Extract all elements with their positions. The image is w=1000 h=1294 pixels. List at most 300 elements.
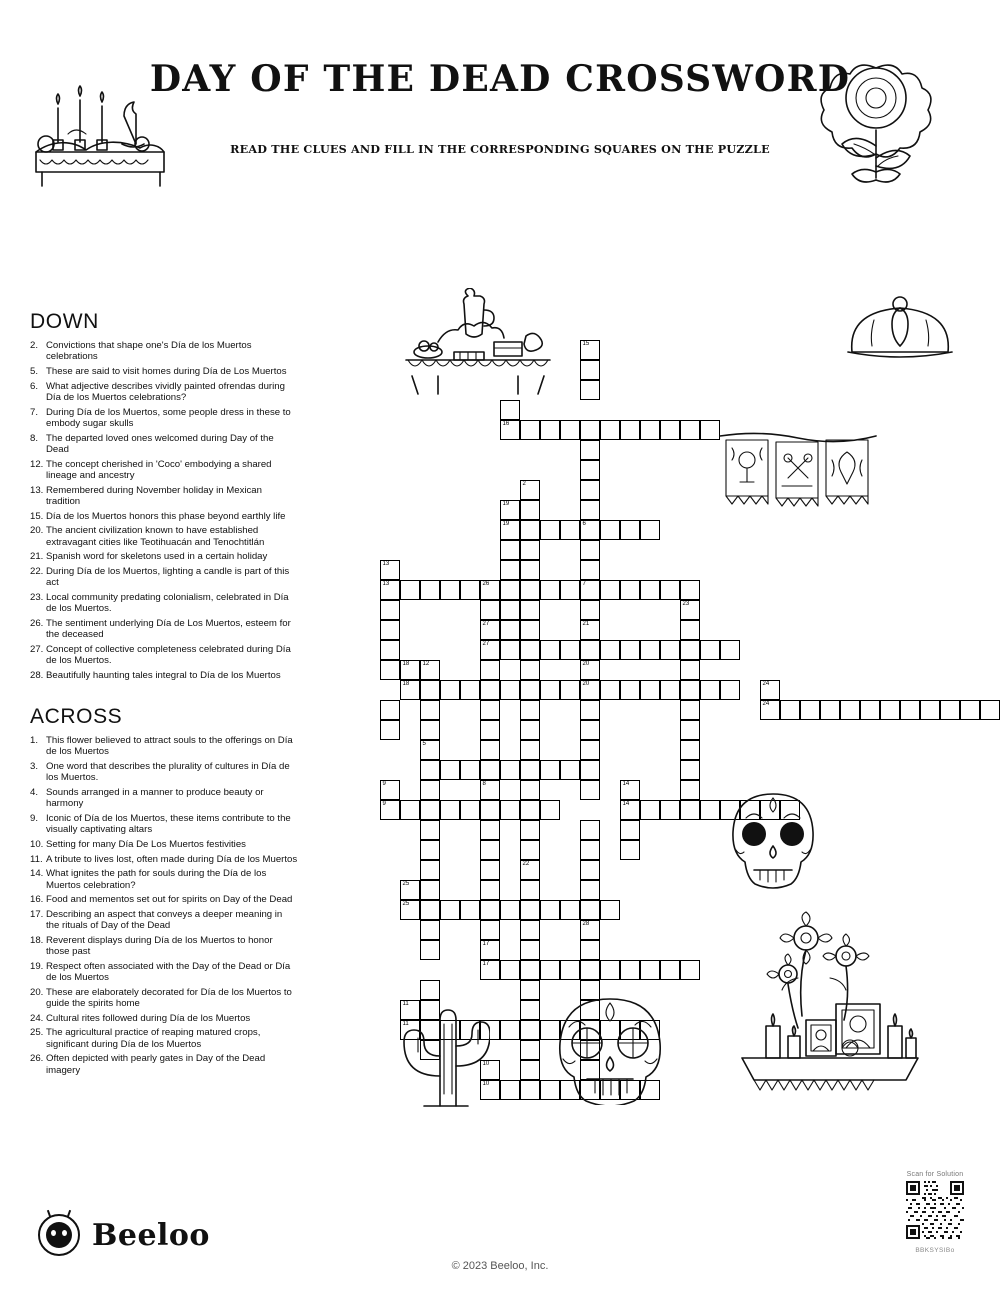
crossword-cell[interactable]	[560, 580, 580, 600]
crossword-cell[interactable]	[580, 600, 600, 620]
crossword-cell[interactable]	[380, 720, 400, 740]
crossword-cell[interactable]	[540, 520, 560, 540]
crossword-cell[interactable]	[580, 920, 600, 940]
across-heading: ACROSS	[30, 705, 123, 728]
crossword-cell[interactable]	[480, 600, 500, 620]
brand-name: Beeloo	[92, 1217, 210, 1253]
crossword-cell[interactable]	[520, 540, 540, 560]
crossword-cell[interactable]	[620, 520, 640, 540]
crossword-cell[interactable]	[480, 780, 500, 800]
crossword-cell-number: 11	[402, 1001, 409, 1007]
crossword-cell[interactable]	[540, 680, 560, 700]
crossword-cell[interactable]	[680, 580, 700, 600]
crossword-cell[interactable]	[520, 660, 540, 680]
crossword-cell[interactable]	[640, 800, 660, 820]
page-title: DAY OF THE DEAD CROSSWORD	[149, 58, 851, 100]
crossword-cell[interactable]	[600, 580, 620, 600]
crossword-cell[interactable]	[480, 800, 500, 820]
crossword-cell[interactable]	[560, 960, 580, 980]
crossword-cell[interactable]	[420, 740, 440, 760]
crossword-cell[interactable]	[520, 860, 540, 880]
across-clue-text: A tribute to lives lost, often made during Día de los Muertos	[46, 853, 298, 865]
crossword-cell[interactable]	[580, 560, 600, 580]
crossword-cell[interactable]	[480, 720, 500, 740]
crossword-cell[interactable]	[520, 720, 540, 740]
crossword-cell[interactable]	[600, 420, 620, 440]
crossword-cell-number: 9	[382, 801, 386, 807]
crossword-cell[interactable]	[420, 900, 440, 920]
crossword-cell[interactable]	[480, 880, 500, 900]
crossword-cell[interactable]	[420, 940, 440, 960]
down-clue-item	[30, 592, 298, 615]
across-clue-text: Cultural rites followed during Día de los Muertos	[46, 1012, 251, 1024]
crossword-cell[interactable]	[420, 680, 440, 700]
crossword-cell-number: 6	[582, 521, 586, 527]
crossword-cell[interactable]	[520, 780, 540, 800]
crossword-cell[interactable]	[660, 800, 680, 820]
crossword-cell[interactable]	[580, 500, 600, 520]
crossword-cell[interactable]	[560, 420, 580, 440]
crossword-cell[interactable]	[540, 760, 560, 780]
across-clue-number: 25.	[30, 1027, 44, 1039]
crossword-cell[interactable]	[500, 1080, 520, 1100]
crossword-cell-number: 8	[482, 781, 486, 787]
across-clue-number: 20.	[30, 986, 44, 998]
crossword-cell[interactable]	[840, 700, 860, 720]
crossword-cell[interactable]	[580, 480, 600, 500]
crossword-cell-number: 10	[482, 1081, 490, 1087]
crossword-cell[interactable]	[640, 640, 660, 660]
crossword-cell-number: 12	[422, 661, 430, 667]
crossword-cell[interactable]	[580, 880, 600, 900]
crossword-cell[interactable]	[480, 620, 500, 640]
crossword-cell[interactable]	[580, 740, 600, 760]
crossword-cell[interactable]	[520, 800, 540, 820]
crossword-cell[interactable]	[480, 940, 500, 960]
crossword-cell[interactable]	[620, 960, 640, 980]
crossword-cell[interactable]	[380, 600, 400, 620]
across-clue-text: Reverent displays during Día de los Muertos to honor those past	[46, 934, 273, 958]
down-clue-item	[30, 670, 298, 681]
crossword-cell[interactable]	[520, 640, 540, 660]
across-clue-item	[30, 854, 298, 865]
down-clue-item	[30, 566, 298, 589]
crossword-cell[interactable]	[520, 1040, 540, 1060]
crossword-cell[interactable]	[420, 720, 440, 740]
across-clue-text: Food and mementos set out for spirits on Day of the Dead	[46, 894, 293, 906]
crossword-cell[interactable]	[380, 620, 400, 640]
crossword-cell[interactable]	[680, 960, 700, 980]
crossword-cell[interactable]	[680, 680, 700, 700]
crossword-cell[interactable]	[520, 620, 540, 640]
crossword-cell[interactable]	[520, 560, 540, 580]
crossword-cell[interactable]	[480, 840, 500, 860]
crossword-cell[interactable]	[520, 940, 540, 960]
crossword-grid[interactable]	[370, 340, 990, 1087]
papel-picado-illustration	[718, 430, 878, 540]
crossword-cell[interactable]	[680, 720, 700, 740]
crossword-cell[interactable]	[520, 880, 540, 900]
down-clue-number: 2.	[30, 340, 39, 351]
crossword-cell[interactable]	[940, 700, 960, 720]
crossword-cell[interactable]	[600, 640, 620, 660]
crossword-cell[interactable]	[640, 420, 660, 440]
crossword-cell[interactable]	[500, 620, 520, 640]
crossword-cell[interactable]	[980, 700, 1000, 720]
crossword-cell[interactable]	[380, 640, 400, 660]
pan-de-muerto-illustration	[840, 280, 960, 370]
crossword-cell[interactable]	[500, 960, 520, 980]
across-clue-item	[30, 987, 298, 1010]
across-clue-text: One word that describes the plurality of cultures in Día de los Muertos.	[46, 761, 290, 784]
across-clue-item	[30, 761, 298, 784]
crossword-cell[interactable]	[760, 680, 780, 700]
crossword-cell[interactable]	[420, 760, 440, 780]
page-subtitle: READ THE CLUES AND FILL IN THE CORRESPONDING SQUARES ON THE PUZZLE	[230, 142, 770, 156]
crossword-cell-number: 5	[422, 741, 426, 747]
crossword-cell[interactable]	[480, 900, 500, 920]
down-clue-item	[30, 366, 298, 377]
down-clue-text: Spanish word for skeletons used in a certain holiday	[46, 551, 268, 563]
crossword-cell[interactable]	[620, 800, 640, 820]
crossword-cell[interactable]	[580, 360, 600, 380]
crossword-cell[interactable]	[580, 840, 600, 860]
crossword-cell[interactable]	[900, 700, 920, 720]
crossword-cell[interactable]	[580, 620, 600, 640]
down-clue-number: 12.	[30, 458, 44, 470]
crossword-cell[interactable]	[520, 680, 540, 700]
crossword-cell[interactable]	[580, 660, 600, 680]
crossword-cell-number: 20	[582, 661, 590, 667]
crossword-cell[interactable]	[520, 420, 540, 440]
across-clue-number: 24.	[30, 1012, 44, 1024]
crossword-cell[interactable]	[680, 620, 700, 640]
crossword-cell[interactable]	[580, 900, 600, 920]
crossword-cell[interactable]	[600, 520, 620, 540]
crossword-cell[interactable]	[540, 960, 560, 980]
crossword-cell[interactable]	[520, 500, 540, 520]
down-clue-number: 22.	[30, 565, 44, 577]
crossword-cell[interactable]	[520, 980, 540, 1000]
crossword-cell[interactable]	[660, 640, 680, 660]
crossword-cell[interactable]	[580, 940, 600, 960]
crossword-cell[interactable]	[660, 960, 680, 980]
crossword-cell[interactable]	[380, 780, 400, 800]
crossword-cell[interactable]	[520, 820, 540, 840]
crossword-cell[interactable]	[520, 1000, 540, 1020]
crossword-cell[interactable]	[580, 720, 600, 740]
crossword-cell[interactable]	[720, 640, 740, 660]
crossword-cell[interactable]	[540, 640, 560, 660]
across-clue-item	[30, 839, 298, 850]
crossword-cell[interactable]	[860, 700, 880, 720]
crossword-cell[interactable]	[580, 760, 600, 780]
crossword-cell[interactable]	[460, 680, 480, 700]
crossword-cell[interactable]	[520, 1020, 540, 1040]
crossword-cell-number: 15	[582, 341, 590, 347]
crossword-cell[interactable]	[660, 420, 680, 440]
crossword-cell[interactable]	[580, 420, 600, 440]
crossword-cell[interactable]	[580, 640, 600, 660]
crossword-cell-number: 19	[502, 501, 510, 507]
crossword-cell[interactable]	[460, 760, 480, 780]
crossword-cell[interactable]	[440, 760, 460, 780]
crossword-cell[interactable]	[680, 600, 700, 620]
crossword-cell[interactable]	[520, 580, 540, 600]
crossword-cell[interactable]	[520, 760, 540, 780]
crossword-cell[interactable]	[500, 420, 520, 440]
crossword-cell[interactable]	[500, 760, 520, 780]
crossword-cell[interactable]	[520, 480, 540, 500]
crossword-cell[interactable]	[480, 960, 500, 980]
down-clue-number: 8.	[30, 432, 39, 444]
down-clue-number: 27.	[30, 643, 44, 655]
across-clue-text: Respect often associated with the Day of the Dead or Día de los Muertos	[46, 960, 291, 984]
crossword-cell[interactable]	[540, 800, 560, 820]
crossword-cell[interactable]	[420, 860, 440, 880]
crossword-cell[interactable]	[680, 740, 700, 760]
crossword-cell[interactable]	[760, 700, 780, 720]
crossword-cell[interactable]	[920, 700, 940, 720]
crossword-cell[interactable]	[680, 640, 700, 660]
crossword-cell[interactable]	[660, 680, 680, 700]
across-clue-item	[30, 894, 298, 905]
across-clue-text: Sounds arranged in a manner to produce beauty or harmony	[46, 787, 264, 810]
crossword-cell[interactable]	[580, 460, 600, 480]
crossword-cell[interactable]	[500, 580, 520, 600]
crossword-cell[interactable]	[640, 580, 660, 600]
down-clue-text: What adjective describes vividly painted ofrendas during Día de los Muertos celebrations?	[46, 380, 285, 403]
crossword-cell[interactable]	[500, 600, 520, 620]
crossword-cell-number: 22	[522, 861, 530, 867]
crossword-cell[interactable]	[820, 700, 840, 720]
crossword-cell-number: 2	[522, 481, 526, 487]
crossword-cell[interactable]	[420, 920, 440, 940]
crossword-cell[interactable]	[520, 740, 540, 760]
crossword-cell[interactable]	[380, 800, 400, 820]
crossword-cell[interactable]	[400, 580, 420, 600]
crossword-cell[interactable]	[560, 520, 580, 540]
crossword-cell[interactable]	[580, 960, 600, 980]
crossword-cell[interactable]	[500, 520, 520, 540]
down-clue-list	[30, 340, 298, 681]
crossword-cell[interactable]	[580, 520, 600, 540]
crossword-cell[interactable]	[600, 900, 620, 920]
crossword-cell[interactable]	[500, 1020, 520, 1040]
crossword-cell[interactable]	[560, 760, 580, 780]
crossword-cell[interactable]	[380, 700, 400, 720]
down-clue-text: These are said to visit homes during Día de Los Muertos	[46, 366, 287, 377]
down-clue-item	[30, 511, 298, 522]
crossword-cell[interactable]	[700, 680, 720, 700]
crossword-cell[interactable]	[680, 660, 700, 680]
crossword-cell[interactable]	[660, 580, 680, 600]
crossword-cell[interactable]	[580, 680, 600, 700]
crossword-cell-number: 17	[482, 941, 490, 947]
crossword-cell[interactable]	[540, 420, 560, 440]
crossword-cell[interactable]	[640, 520, 660, 540]
crossword-cell[interactable]	[640, 680, 660, 700]
crossword-cell[interactable]	[780, 700, 800, 720]
crossword-cell[interactable]	[700, 420, 720, 440]
crossword-cell-number: 24	[762, 701, 770, 707]
altar-illustration	[730, 908, 930, 1098]
crossword-cell-number: 13	[382, 581, 390, 587]
cactus-illustration	[400, 990, 490, 1110]
across-clue-text: Describing an aspect that conveys a deeper meaning in the rituals of Day of the Dead	[46, 908, 283, 932]
crossword-cell[interactable]	[480, 920, 500, 940]
crossword-cell-number: 16	[502, 421, 510, 427]
crossword-cell[interactable]	[520, 700, 540, 720]
crossword-cell[interactable]	[540, 580, 560, 600]
crossword-cell[interactable]	[620, 680, 640, 700]
crossword-cell[interactable]	[480, 820, 500, 840]
crossword-cell[interactable]	[500, 680, 520, 700]
crossword-cell-number: 25	[402, 881, 410, 887]
crossword-cell[interactable]	[400, 880, 420, 900]
crossword-cell[interactable]	[380, 560, 400, 580]
crossword-cell[interactable]	[420, 880, 440, 900]
crossword-cell[interactable]	[480, 700, 500, 720]
crossword-cell[interactable]	[400, 680, 420, 700]
qr-code-icon[interactable]	[906, 1181, 964, 1239]
across-clue-text: The agricultural practice of reaping matured crops, significant during Día de los Muertos	[46, 1027, 261, 1050]
down-clue-text: Convictions that shape one's Día de los Muertos celebrations	[46, 340, 252, 363]
crossword-cell[interactable]	[580, 700, 600, 720]
crossword-cell[interactable]	[460, 800, 480, 820]
crossword-cell[interactable]	[580, 440, 600, 460]
crossword-cell[interactable]	[480, 760, 500, 780]
crossword-cell[interactable]	[540, 900, 560, 920]
crossword-cell[interactable]	[620, 780, 640, 800]
crossword-cell[interactable]	[580, 380, 600, 400]
down-clue-number: 13.	[30, 484, 44, 496]
crossword-cell-number: 20	[582, 681, 590, 687]
crossword-cell[interactable]	[680, 800, 700, 820]
crossword-cell[interactable]	[560, 680, 580, 700]
crossword-cell[interactable]	[500, 400, 520, 420]
crossword-cell[interactable]	[520, 840, 540, 860]
crossword-cell[interactable]	[500, 800, 520, 820]
crossword-cell[interactable]	[620, 840, 640, 860]
across-clue-list	[30, 735, 298, 1076]
across-clue-item	[30, 868, 298, 891]
crossword-cell[interactable]	[420, 800, 440, 820]
crossword-cell[interactable]	[480, 860, 500, 880]
across-clue-item	[30, 787, 298, 810]
down-clue-item	[30, 340, 298, 363]
down-clue-number: 21.	[30, 551, 44, 563]
crossword-cell[interactable]	[420, 660, 440, 680]
crossword-cell[interactable]	[620, 420, 640, 440]
crossword-cell[interactable]	[580, 540, 600, 560]
crossword-cell[interactable]	[520, 920, 540, 940]
crossword-cell[interactable]	[500, 900, 520, 920]
crossword-cell[interactable]	[600, 960, 620, 980]
crossword-cell-number: 23	[682, 601, 690, 607]
crossword-cell[interactable]	[460, 580, 480, 600]
across-clue-text: Setting for many Día De Los Muertos festivities	[46, 839, 246, 850]
crossword-cell[interactable]	[800, 700, 820, 720]
crossword-cell[interactable]	[480, 640, 500, 660]
crossword-cell[interactable]	[500, 540, 520, 560]
crossword-cell[interactable]	[700, 800, 720, 820]
crossword-cell[interactable]	[700, 640, 720, 660]
crossword-cell-number: 24	[762, 681, 770, 687]
crossword-cell[interactable]	[560, 640, 580, 660]
crossword-cell[interactable]	[400, 660, 420, 680]
crossword-cell[interactable]	[600, 680, 620, 700]
crossword-cell[interactable]	[400, 900, 420, 920]
crossword-cell[interactable]	[460, 900, 480, 920]
crossword-cell[interactable]	[400, 800, 420, 820]
crossword-cell[interactable]	[380, 660, 400, 680]
across-clue-item	[30, 813, 298, 836]
crossword-cell[interactable]	[420, 780, 440, 800]
crossword-cell[interactable]	[620, 580, 640, 600]
crossword-cell[interactable]	[580, 780, 600, 800]
crossword-cell[interactable]	[420, 580, 440, 600]
crossword-cell[interactable]	[680, 760, 700, 780]
crossword-cell[interactable]	[880, 700, 900, 720]
crossword-cell[interactable]	[560, 900, 580, 920]
crossword-cell[interactable]	[480, 680, 500, 700]
crossword-cell[interactable]	[500, 560, 520, 580]
crossword-cell[interactable]	[680, 420, 700, 440]
down-clue-number: 26.	[30, 617, 44, 629]
down-clue-number: 15.	[30, 510, 44, 522]
down-clue-item	[30, 485, 298, 508]
down-clue-text: Beautifully haunting tales integral to Día de los Muertos	[46, 669, 281, 681]
crossword-cell[interactable]	[580, 340, 600, 360]
crossword-cell[interactable]	[520, 960, 540, 980]
crossword-cell[interactable]	[440, 900, 460, 920]
crossword-cell[interactable]	[640, 960, 660, 980]
crossword-cell[interactable]	[480, 660, 500, 680]
crossword-cell[interactable]	[720, 680, 740, 700]
crossword-cell[interactable]	[680, 780, 700, 800]
crossword-cell[interactable]	[420, 700, 440, 720]
crossword-cell[interactable]	[680, 700, 700, 720]
ofrenda-table-illustration	[398, 288, 558, 400]
crossword-cell[interactable]	[620, 640, 640, 660]
crossword-cell[interactable]	[520, 1060, 540, 1080]
crossword-cell[interactable]	[480, 740, 500, 760]
crossword-cell[interactable]	[380, 580, 400, 600]
crossword-cell[interactable]	[480, 580, 500, 600]
crossword-cell[interactable]	[580, 580, 600, 600]
crossword-cell[interactable]	[620, 820, 640, 840]
crossword-cell[interactable]	[500, 500, 520, 520]
across-clues-block	[30, 705, 298, 1079]
crossword-cell[interactable]	[520, 600, 540, 620]
crossword-cell[interactable]	[580, 860, 600, 880]
down-clue-text: The departed loved ones welcomed during Day of the Dead	[46, 432, 274, 455]
crossword-cell[interactable]	[520, 1080, 540, 1100]
crossword-cell[interactable]	[580, 820, 600, 840]
crossword-cell[interactable]	[420, 820, 440, 840]
crossword-cell[interactable]	[440, 800, 460, 820]
down-clue-text: Remembered during November holiday in Mexican tradition	[46, 484, 262, 507]
crossword-cell[interactable]	[520, 900, 540, 920]
crossword-cell[interactable]	[420, 840, 440, 860]
crossword-cell[interactable]	[440, 680, 460, 700]
crossword-cell[interactable]	[440, 580, 460, 600]
across-clue-number: 17.	[30, 908, 44, 920]
crossword-cell[interactable]	[500, 640, 520, 660]
crossword-cell[interactable]	[520, 520, 540, 540]
crossword-cell[interactable]	[960, 700, 980, 720]
